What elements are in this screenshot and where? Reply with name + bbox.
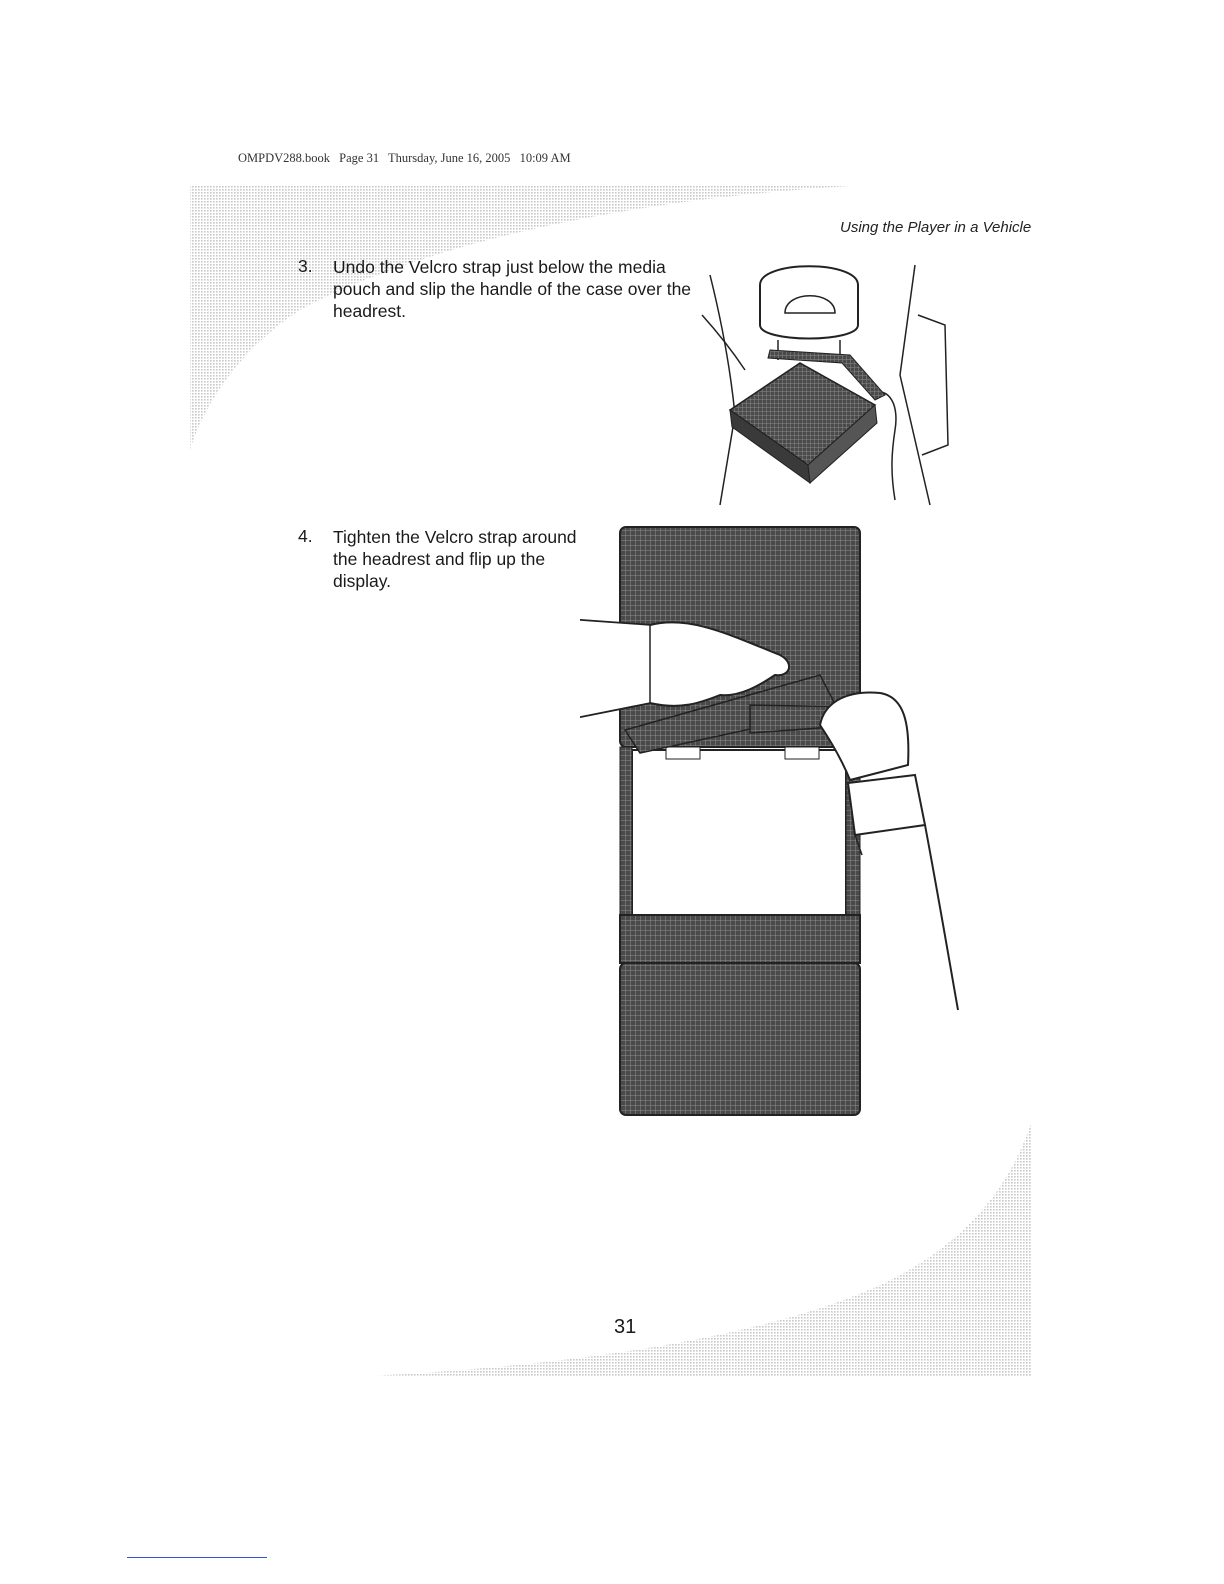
headrest-illustration bbox=[690, 255, 960, 515]
footer-rule bbox=[127, 1557, 267, 1558]
step-3-text: Undo the Velcro strap just below the media pouch and slip the handle of the case over the headrest. bbox=[333, 257, 692, 321]
screen-hinge-right bbox=[785, 747, 819, 759]
arm-left bbox=[702, 315, 745, 370]
print-header-page: Page 31 bbox=[339, 151, 380, 165]
step-4-text: Tighten the Velcro strap around the headrest and flip up the display. bbox=[333, 527, 577, 591]
print-header-time: 10:09 AM bbox=[519, 151, 571, 165]
step-3-number: 3. bbox=[298, 256, 313, 276]
print-header bbox=[238, 151, 577, 166]
left-sleeve bbox=[580, 620, 650, 717]
seat-right-outline bbox=[900, 265, 930, 505]
display-screen bbox=[632, 750, 846, 915]
screen-hinge-left bbox=[666, 747, 700, 759]
case-bottom-panel bbox=[620, 963, 860, 1115]
case-side-left bbox=[620, 747, 632, 915]
display-illustration bbox=[580, 525, 965, 1125]
print-header-file: OMPDV288.book bbox=[238, 151, 331, 165]
step-4-number: 4. bbox=[298, 526, 313, 546]
right-sleeve bbox=[848, 775, 925, 835]
seat-left-outline bbox=[710, 275, 735, 505]
right-arm bbox=[925, 825, 958, 1010]
bottom-swoosh bbox=[370, 1120, 1032, 1376]
print-header-date: Thursday, June 16, 2005 bbox=[388, 151, 511, 165]
velcro-band bbox=[620, 915, 860, 963]
page-number: 31 bbox=[614, 1316, 637, 1338]
side-panel bbox=[918, 315, 948, 455]
carrying-case bbox=[730, 363, 875, 465]
section-title: Using the Player in a Vehicle bbox=[840, 219, 1032, 236]
